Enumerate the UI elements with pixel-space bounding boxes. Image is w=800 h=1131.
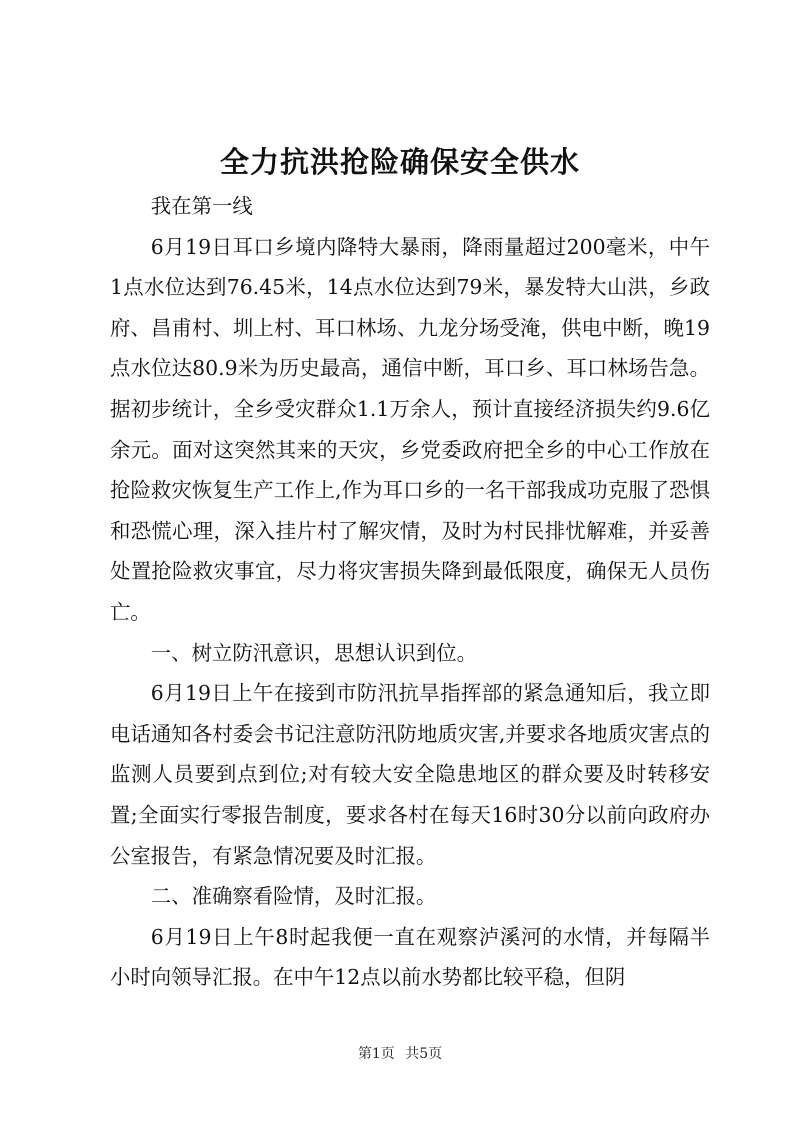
page-footer [0, 1044, 800, 1064]
section-heading-1: 一、树立防汛意识，思想认识到位。 [150, 640, 478, 665]
document-title: 全力抗洪抢险确保安全供水 [219, 145, 580, 179]
section-2-paragraph: 6月19日上午8时起我便一直在观察泸溪河的水情，并每隔半小时向领导汇报。在中午12点以前水势都比较平稳，但阴 [110, 924, 710, 990]
section-heading-2: 二、准确察看险情，及时汇报。 [150, 884, 437, 909]
page-number: 第1页 [357, 1046, 395, 1062]
section-1-paragraph: 6月19日上午在接到市防汛抗旱指挥部的紧急通知后，我立即电话通知各村委会书记注意防汛防地质灾害,并要求各地质灾害点的监测人员要到点到位;对有较大安全隐患地区的群众要及时转移安置;全面实行零报告制度，要求各村在每天16时30分以前向政府办公室报告，有紧急情况要及时汇报。 [110, 681, 710, 868]
page-total: 共5页 [405, 1046, 443, 1062]
intro-paragraph: 6月19日耳口乡境内降特大暴雨，降雨量超过200毫米，中午1点水位达到76.45米，14点水位达到79米，暴发特大山洪，乡政府、昌甫村、圳上村、耳口林场、九龙分场受淹，供电中断，晚19点水位达80.9米为历史最高，通信中断，耳口乡、耳口林场告急。据初步统计，全乡受灾群众1.1万余人，预计直接经济损失约9.6亿余元。面对这突然其来的天灾，乡党委政府把全乡的中心工作放在抢险救灾恢复生产工作上,作为耳口乡的一名干部我成功克服了恐惧和恐慌心理，深入挂片村了解灾情，及时为村民排忧解难，并妥善处置抢险救灾事宜，尽力将灾害损失降到最低限度，确保无人员伤亡。 [110, 234, 710, 624]
document-body [110, 186, 710, 998]
byline-paragraph: 我在第一线 [150, 194, 253, 218]
